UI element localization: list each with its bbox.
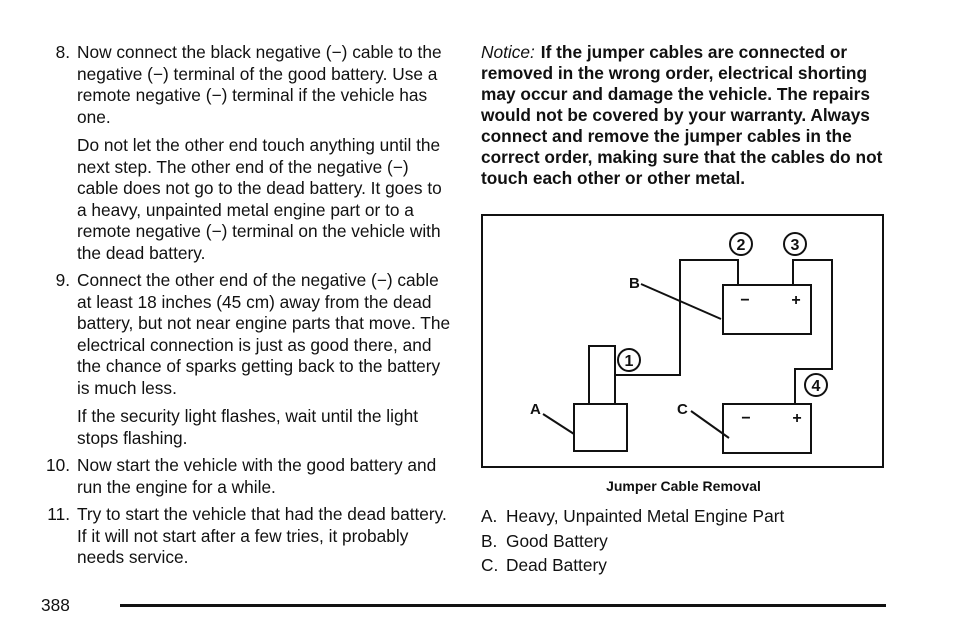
step-number: 10.	[45, 455, 70, 475]
label-a: A	[530, 401, 541, 418]
instructions-column	[34, 42, 452, 575]
label-b: B	[629, 275, 640, 292]
legend-text: Dead Battery	[506, 555, 607, 575]
page-number: 388	[41, 595, 70, 615]
step-11	[34, 504, 452, 569]
diagram-svg	[483, 216, 882, 466]
step-8	[34, 42, 452, 264]
legend-text: Heavy, Unpainted Metal Engine Part	[506, 506, 785, 526]
figure-caption: Jumper Cable Removal	[606, 478, 761, 494]
figure-legend	[481, 504, 784, 578]
step-text: Connect the other end of the negative (−) cable at least 18 inches (45 cm) away from the dead battery, but not near engine parts that move. The electrical connection is just as good there, and the chance of sparks getting back to the battery is much less.	[77, 270, 451, 398]
legend-item-a	[481, 504, 784, 529]
step-subtext: If the security light flashes, wait until the light stops flashing.	[77, 406, 418, 448]
callout-4: 4	[811, 378, 821, 395]
leader-a	[543, 414, 574, 434]
engine-post	[589, 346, 615, 404]
dead-battery-negative: −	[741, 410, 751, 427]
step-number: 8.	[55, 42, 70, 62]
footer-rule	[120, 604, 886, 607]
callout-1: 1	[624, 353, 634, 370]
step-number: 11.	[47, 504, 70, 524]
step-text: Try to start the vehicle that had the dead battery. If it will not start after a few tries, it probably needs service.	[77, 504, 447, 567]
callout-2: 2	[736, 237, 746, 254]
legend-item-b	[481, 529, 784, 554]
legend-text: Good Battery	[506, 530, 608, 551]
step-text: Now start the vehicle with the good battery and run the engine for a while.	[77, 455, 437, 497]
notice-text: If the jumper cables are connected or removed in the wrong order, electrical shorting may occur and damage the vehicle. The repairs would not be covered by your warranty. Always connect and remove the jumper cables in the correct order, making sure that the cables do not touch each other or other metal.	[481, 42, 883, 188]
step-10	[34, 455, 452, 498]
dead-battery-positive: +	[792, 410, 802, 427]
step-9	[34, 270, 452, 449]
legend-key: A.	[481, 506, 498, 526]
step-text: Now connect the black negative (−) cable to the negative (−) terminal of the good battery. Use a remote negative (−) terminal if the vehicle has one.	[77, 42, 442, 127]
good-battery-positive: +	[791, 292, 801, 309]
legend-key: B.	[481, 530, 498, 551]
engine-part-box	[574, 404, 627, 451]
legend-key: C.	[481, 555, 499, 575]
jumper-cable-diagram	[481, 214, 884, 468]
notice-block	[481, 42, 901, 189]
notice-label: Notice:	[481, 42, 535, 62]
callout-3: 3	[790, 237, 800, 254]
label-c: C	[677, 401, 688, 418]
legend-item-c	[481, 553, 784, 578]
step-number: 9.	[55, 270, 70, 290]
good-battery-negative: −	[740, 292, 750, 309]
notice-column	[481, 42, 901, 189]
step-subtext: Do not let the other end touch anything until the next step. The other end of the negative (−) cable does not go to the dead battery. It goes to a heavy, unpainted metal engine part or to a remote negative (−) terminal on the vehicle with the dead battery.	[77, 135, 442, 263]
